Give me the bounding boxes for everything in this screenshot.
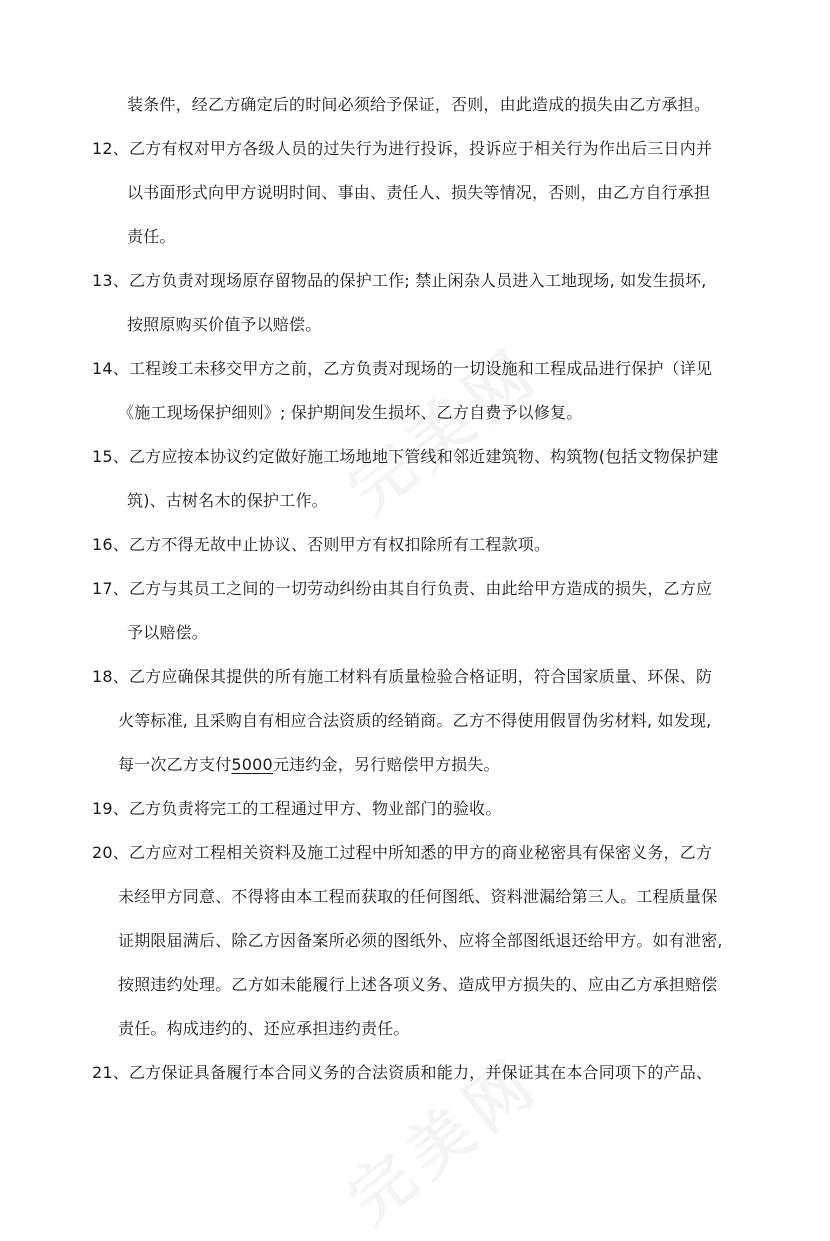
clause-18: 18、乙方应确保其提供的所有施工材料有质量检验合格证明，符合国家质量、环保、防 bbox=[92, 667, 713, 686]
clause-12: 12、乙方有权对甲方各级人员的过失行为进行投诉，投诉应于相关行为作出后三日内并 bbox=[92, 139, 713, 158]
watermark bbox=[325, 321, 557, 530]
text-line: 装条件，经乙方确定后的时间必须给予保证，否则，由此造成的损失由乙方承担。 bbox=[127, 95, 711, 114]
clause-19: 19、乙方负责将完工的工程通过甲方、物业部门的验收。 bbox=[92, 799, 502, 818]
clause-13: 13、乙方负责对现场原存留物品的保护工作; 禁止闲杂人员进入工地现场, 如发生损坏, bbox=[92, 271, 707, 290]
text-segment: 每一次乙方支付 bbox=[118, 755, 232, 774]
text-line: 责任。 bbox=[127, 227, 176, 246]
text-line bbox=[118, 754, 500, 776]
clause-14: 14、工程竣工未移交甲方之前，乙方负责对现场的一切设施和工程成品进行保护（详见 bbox=[92, 359, 713, 378]
clause-15: 15、乙方应按本协议约定做好施工场地地下管线和邻近建筑物、构筑物(包括文物保护建 bbox=[92, 447, 719, 466]
clause-16: 16、乙方不得无故中止协议、否则甲方有权扣除所有工程款项。 bbox=[92, 535, 551, 554]
text-line: 予以赔偿。 bbox=[127, 623, 209, 642]
clause-21: 21、乙方保证具备履行本合同义务的合法资质和能力，并保证其在本合同项下的产品、 bbox=[92, 1063, 713, 1082]
text-line: 筑)、古树名木的保护工作。 bbox=[127, 491, 328, 510]
text-line: 按照原购买价值予以赔偿。 bbox=[127, 315, 322, 334]
penalty-amount: 5000 bbox=[231, 755, 273, 774]
text-segment: 元违约金，另行赔偿甲方损失。 bbox=[272, 755, 500, 774]
text-line: 未经甲方同意、不得将由本工程而获取的任何图纸、资料泄漏给第三人。工程质量保 bbox=[118, 887, 718, 906]
text-line: 《施工现场保护细则》; 保护期间发生损坏、乙方自费予以修复。 bbox=[118, 403, 583, 422]
text-line: 责任。构成违约的、还应承担违约责任。 bbox=[118, 1019, 410, 1038]
clause-17: 17、乙方与其员工之间的一切劳动纠纷由其自行负责、由此给甲方造成的损失，乙方应 bbox=[92, 579, 713, 598]
text-line: 火等标准, 且采购自有相应合法资质的经销商。乙方不得使用假冒伪劣材料, 如发现, bbox=[118, 711, 712, 730]
text-line: 以书面形式向甲方说明时间、事由、责任人、损失等情况，否则，由乙方自行承担 bbox=[127, 183, 711, 202]
clause-20: 20、乙方应对工程相关资料及施工过程中所知悉的甲方的商业秘密具有保密义务，乙方 bbox=[92, 843, 713, 862]
text-line: 证期限届满后、除乙方因备案所必须的图纸外、应将全部图纸退还给甲方。如有泄密, bbox=[118, 931, 723, 950]
text-line: 按照违约处理。乙方如未能履行上述各项义务、造成甲方损失的、应由乙方承担赔偿 bbox=[118, 975, 718, 994]
